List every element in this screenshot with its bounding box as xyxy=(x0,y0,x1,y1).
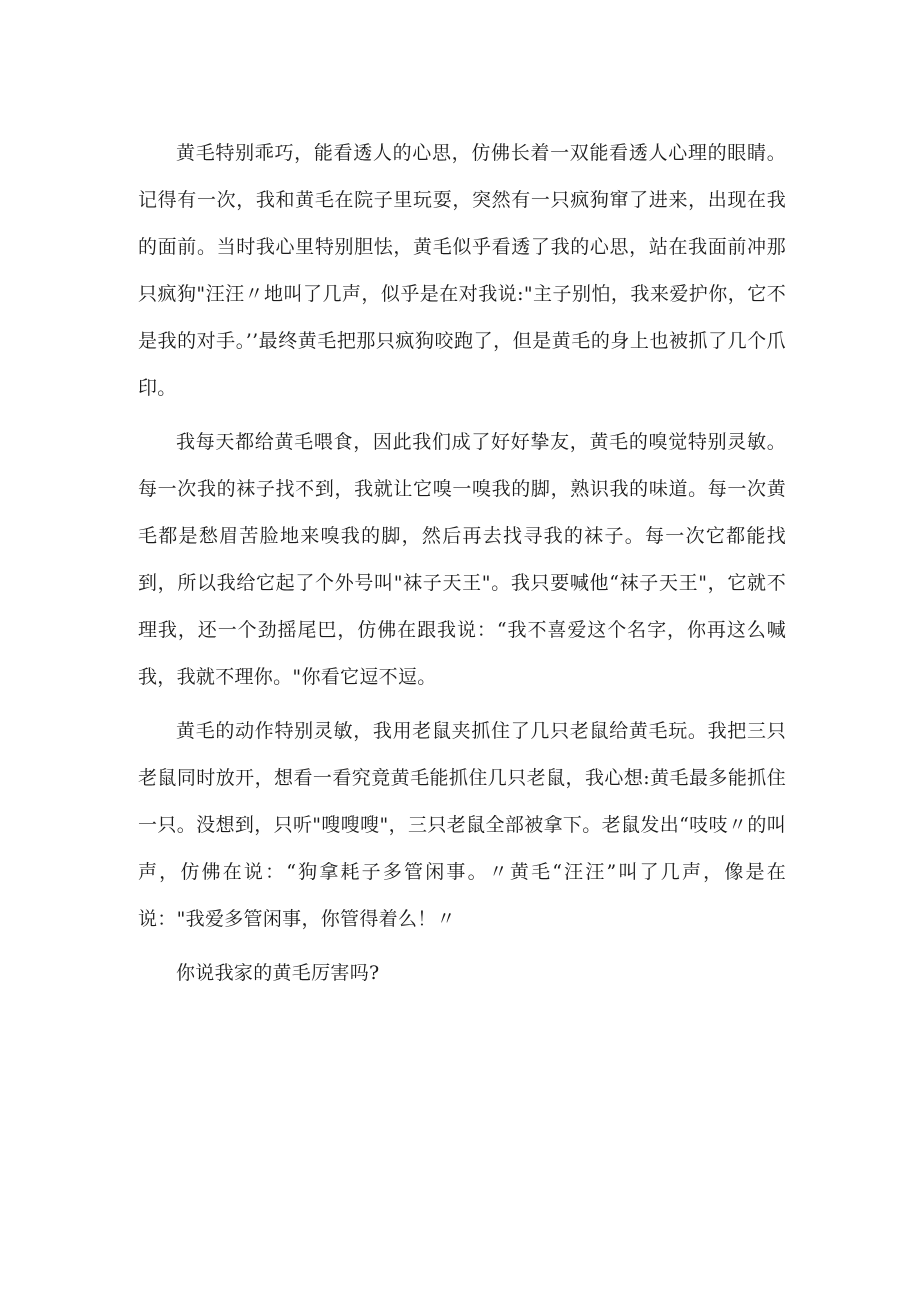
paragraph-1: 黄毛特别乖巧，能看透人的心思，仿佛长着一双能看透人心理的眼睛。记得有一次，我和黄毛在院子里玩耍，突然有一只疯狗窜了进来，出现在我的面前。当时我心里特别胆怯，黄毛似乎看透了我的心思，站在我面前冲那只疯狗"汪汪〃地叫了几声，似乎是在对我说:"主子别怕，我来爱护你，它不是我的对手。’’最终黄毛把那只疯狗咬跑了，但是黄毛的身上也被抓了几个爪印。 xyxy=(138,142,786,399)
paragraph-4: 你说我家的黄毛厉害吗? xyxy=(176,962,380,984)
paragraph-2: 我每天都给黄毛喂食，因此我们成了好好挚友，黄毛的嗅觉特别灵敏。每一次我的袜子找不到，我就让它嗅一嗅我的脚，熟识我的味道。每一次黄毛都是愁眉苦脸地来嗅我的脚，然后再去找寻我的袜子。每一次它都能找到，所以我给它起了个外号叫"袜子天王"。我只要喊他“袜子天王"，它就不理我，还一个劲摇尾巴，仿佛在跟我说：“我不喜爱这个名字，你再这么喊我，我就不理你。"你看它逗不逗。 xyxy=(138,431,786,688)
document-body xyxy=(138,130,786,1004)
paragraph-3: 黄毛的动作特别灵敏，我用老鼠夹抓住了几只老鼠给黄毛玩。我把三只老鼠同时放开，想看一看究竟黄毛能抓住几只老鼠，我心想:黄毛最多能抓住一只。没想到，只听"嗖嗖嗖"，三只老鼠全部被拿下。老鼠发出“吱吱〃的叫声，仿佛在说：“狗拿耗子多管闲事。〃黄毛“汪汪”叫了几声，像是在说："我爱多管闲事，你管得着么！〃 xyxy=(138,720,786,930)
